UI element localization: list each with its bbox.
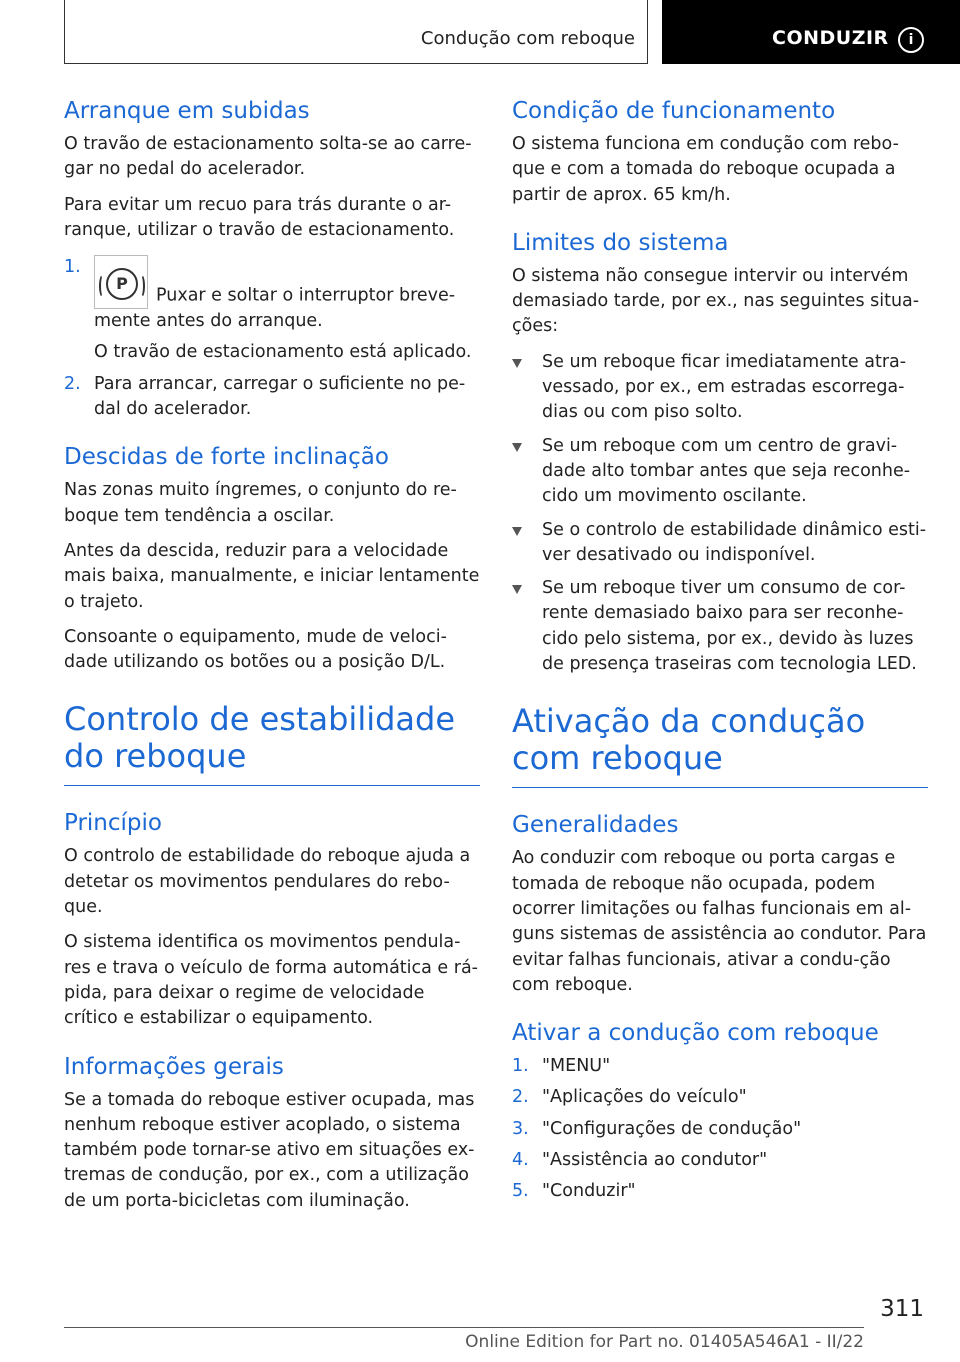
list-text: O travão de estacionamento está aplicado.: [94, 342, 472, 363]
header-chapter-box: [662, 0, 960, 64]
heading-principio: Princípio: [64, 810, 162, 837]
list-number: 2.: [512, 1087, 529, 1108]
list-item: [512, 518, 928, 569]
paragraph: Para evitar um recuo para trás durante o ar-ranque, utilizar o travão de estacionamento.: [64, 194, 455, 240]
list-item: [512, 1054, 928, 1079]
triangle-bullet-icon: [512, 527, 522, 536]
list-text: Se um reboque ficar imediatamente atra-vessado, por ex., em estradas escorrega-dias ou com piso solto.: [542, 351, 907, 423]
triangle-bullet-icon: [512, 443, 522, 452]
list-text: Se um reboque com um centro de gravi-dade alto tombar antes que seja reconhe-cido um movimento oscilante.: [542, 435, 911, 507]
list-text: Se o controlo de estabilidade dinâmico esti-ver desativado ou indisponível.: [542, 519, 927, 565]
paragraph: O sistema não consegue intervir ou intervém demasiado tarde, por ex., nas seguintes situa-ções:: [512, 265, 920, 337]
parking-brake-glyph: P: [106, 268, 138, 300]
heading-limites-sistema: Limites do sistema: [512, 229, 729, 256]
paragraph: Ao conduzir com reboque ou porta cargas e tomada de reboque não ocupada, podem ocorrer limitações ou falhas funcionais em al-guns sistemas de assistência ao condutor. Para evitar falhas funcionais, ativar a condu-ção com reboque.: [512, 848, 927, 995]
left-column: [64, 96, 480, 1214]
heading-generalidades: Generalidades: [512, 812, 679, 839]
list-text: Se um reboque tiver um consumo de cor-rente demasiado baixo para ser reconhe-cido pelo sistema, por ex., devido às luzes de presença traseiras com tecnologia LED.: [542, 578, 917, 675]
menu-path-text: "Aplicações do veículo": [542, 1087, 747, 1108]
heading-arranque-subidas: Arranque em subidas: [64, 98, 310, 124]
paragraph: Nas zonas muito íngremes, o conjunto do re-boque tem tendência a oscilar.: [64, 480, 457, 526]
list-number: 1.: [512, 1056, 529, 1077]
list-item-result: [64, 340, 480, 365]
heading-informacoes-gerais: Informações gerais: [64, 1053, 284, 1080]
header-section-title: Condução com reboque: [420, 28, 635, 49]
heading-controlo-estabilidade: Controlo de estabilidade do reboque: [64, 700, 456, 776]
heading-descidas: Descidas de forte inclinação: [64, 444, 389, 471]
list-number: 3.: [512, 1118, 529, 1139]
header-chapter-title: CONDUZIR: [772, 27, 889, 49]
list-item: [512, 350, 928, 426]
parking-brake-button-icon: [94, 255, 148, 309]
paragraph: O sistema identifica os movimentos pendula-res e trava o veículo de forma automática e rá-pida, para deixar o regime de velocidade crítico e estabilizar o equipamento.: [64, 932, 478, 1029]
list-number: 4.: [512, 1150, 529, 1171]
paragraph: Se a tomada do reboque estiver ocupada, mas nenhum reboque estiver acoplado, o sistema também pode tornar-se ativo em situações ex-tremas de condução, por ex., com a utilização de um porta-bicicletas com iluminação.: [64, 1089, 475, 1211]
numbered-list-arranque: [64, 255, 480, 422]
heading-ativar-conducao: Ativar a condução com reboque: [512, 1020, 879, 1047]
list-number: 1.: [64, 257, 81, 278]
paragraph: O sistema funciona em condução com rebo-que e com a tomada do reboque ocupada a partir de aprox. 65 km/h.: [512, 134, 899, 205]
header-section-box: [64, 0, 648, 64]
page-number: 311: [880, 1296, 924, 1322]
menu-path-text: "Conduzir": [542, 1181, 636, 1202]
list-item: [64, 372, 480, 423]
paragraph: O travão de estacionamento solta-se ao carre-gar no pedal do acelerador.: [64, 134, 472, 180]
triangle-bullet-icon: [512, 585, 522, 594]
list-text: Para arrancar, carregar o suficiente no pe-dal do acelerador.: [94, 373, 466, 420]
menu-path-text: "Assistência ao condutor": [542, 1150, 768, 1171]
heading-condicao-funcionamento: Condição de funcionamento: [512, 98, 836, 124]
info-icon: i: [898, 27, 924, 53]
list-item: [512, 576, 928, 677]
list-item: [512, 434, 928, 510]
list-number: 5.: [512, 1181, 529, 1202]
list-item: [64, 255, 480, 334]
triangle-bullet-icon: [512, 359, 522, 368]
paragraph: Consoante o equipamento, mude de veloci-dade utilizando os botões ou a posição D/L.: [64, 626, 447, 673]
list-number: 2.: [64, 373, 81, 394]
heading-ativacao-conducao: Ativação da condução com reboque: [512, 702, 866, 778]
menu-path-text: "MENU": [542, 1056, 611, 1077]
bullet-list-limites: [512, 350, 928, 678]
main-heading-block: [512, 703, 928, 788]
list-text: Puxar e soltar o interruptor breve-mente antes do arranque.: [94, 285, 456, 332]
list-item: [512, 1148, 928, 1173]
menu-path-text: "Configurações de condução": [542, 1118, 802, 1139]
footer-edition: Online Edition for Part no. 01405A546A1 - II/22: [465, 1332, 864, 1352]
list-item: [512, 1117, 928, 1142]
numbered-list-ativar: [512, 1054, 928, 1204]
paragraph: Antes da descida, reduzir para a velocidade mais baixa, manualmente, e iniciar lentamente o trajeto.: [64, 540, 480, 612]
list-item: [512, 1179, 928, 1204]
list-item: [512, 1085, 928, 1110]
right-column: [512, 96, 928, 1205]
footer-divider: [64, 1327, 864, 1328]
paragraph: O controlo de estabilidade do reboque ajuda a detetar os movimentos pendulares do rebo-que.: [64, 846, 471, 918]
main-heading-block: [64, 701, 480, 786]
